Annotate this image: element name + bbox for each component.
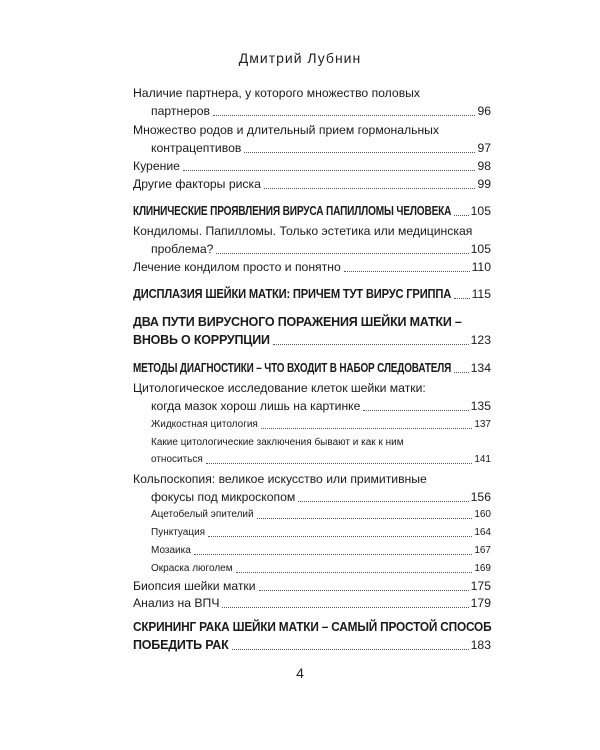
toc-entry-page: 105 — [470, 242, 491, 256]
toc-entry-page: 137 — [474, 419, 491, 430]
toc-entry-title: Окраска люголем — [151, 563, 233, 574]
toc-entry-title: ДИСПЛАЗИЯ ШЕЙКИ МАТКИ: ПРИЧЕМ ТУТ ВИРУС ГРИППА — [133, 287, 452, 301]
toc-entry — [133, 506, 491, 523]
toc-entry — [133, 542, 491, 559]
running-header: Дмитрий Лубнин — [238, 50, 362, 66]
toc-entry — [133, 285, 491, 303]
toc-entry-title: Анализ на ВПЧ — [133, 596, 220, 610]
dot-leader — [206, 463, 473, 464]
dot-leader — [222, 607, 468, 608]
toc-entry-page: 167 — [474, 545, 491, 556]
toc-entry-title: Какие цитологические заключения бывают и как к ним — [151, 437, 404, 448]
toc-entry-page: 98 — [477, 159, 491, 173]
toc-entry-page: 105 — [470, 204, 491, 218]
dot-leader — [454, 298, 470, 299]
toc-entry-title: Биопсия шейки матки — [133, 579, 256, 593]
dot-leader — [363, 410, 468, 411]
toc-entry-title: Множество родов и длительный прием гормональных — [133, 123, 440, 137]
toc-entry-page: 115 — [471, 287, 491, 301]
dot-leader — [298, 501, 468, 502]
dot-leader — [454, 372, 469, 373]
toc-entry-title: СКРИНИНГ РАКА ШЕЙКИ МАТКИ – САМЫЙ ПРОСТОЙ СПОСОБ — [133, 620, 492, 634]
page-number: 4 — [296, 665, 304, 681]
toc-entry-title-cont: партнеров — [151, 104, 211, 118]
toc-entry — [133, 84, 491, 120]
toc-entry-page: 99 — [477, 177, 491, 191]
toc-entry-title: Кондиломы. Папилломы. Только эстетика или медицинская — [133, 224, 473, 238]
toc-entry-page: 169 — [474, 563, 491, 574]
toc-entry — [133, 470, 491, 506]
dot-leader — [236, 572, 473, 573]
toc-entry-page: 97 — [477, 141, 491, 155]
dot-leader — [183, 170, 476, 171]
toc-entry-title: Лечение кондилом просто и понятно — [133, 260, 341, 274]
dot-leader — [216, 253, 468, 254]
toc-entry-title: ДВА ПУТИ ВИРУСНОГО ПОРАЖЕНИЯ ШЕЙКИ МАТКИ – — [133, 315, 462, 329]
toc-entry — [133, 434, 491, 468]
dot-leader — [232, 649, 469, 650]
toc-entry — [133, 379, 491, 415]
dot-leader — [244, 152, 475, 153]
toc-entry-page: 135 — [470, 399, 491, 413]
dot-leader — [264, 188, 476, 189]
toc-entry-page: 179 — [470, 596, 491, 610]
toc-entry — [133, 222, 491, 258]
toc-entry-title: КЛИНИЧЕСКИЕ ПРОЯВЛЕНИЯ ВИРУСА ПАПИЛЛОМЫ ЧЕЛОВЕКА — [133, 204, 452, 218]
toc-entry-title: Кольпоскопия: великое искусство или примитивные — [133, 472, 427, 486]
toc-entry — [133, 560, 491, 577]
dot-leader — [213, 115, 475, 116]
toc-entry — [133, 524, 491, 541]
toc-entry-title: Курение — [133, 159, 180, 173]
dot-leader — [273, 344, 469, 345]
toc-entry — [133, 594, 491, 612]
toc-entry — [133, 175, 491, 193]
toc-entry-page: 141 — [474, 454, 491, 465]
toc-entry-page: 156 — [470, 490, 491, 504]
toc-entry — [133, 202, 491, 220]
toc-entry-page: 175 — [470, 579, 491, 593]
toc-entry — [133, 618, 491, 654]
toc-entry-title-cont: относиться — [151, 454, 203, 465]
dot-leader — [454, 215, 469, 216]
toc-entry-page: 183 — [470, 638, 491, 652]
dot-leader — [259, 590, 469, 591]
toc-entry-title: Цитологическое исследование клеток шейки матки: — [133, 381, 426, 395]
toc-entry-page: 110 — [471, 260, 491, 274]
toc-entry-title: Наличие партнера, у которого множество половых — [133, 86, 421, 100]
toc-entry-page: 160 — [474, 509, 491, 520]
toc-entry-title-cont: фокусы под микроскопом — [151, 490, 296, 504]
toc-entry — [133, 157, 491, 175]
toc-entry-page: 134 — [470, 361, 491, 375]
toc-entry-title: Мозаика — [151, 545, 191, 556]
toc-entry-title-cont: ВНОВЬ О КОРРУПЦИИ — [133, 333, 270, 347]
toc-entry — [133, 416, 491, 433]
toc-entry — [133, 313, 491, 349]
toc-entry-page: 96 — [477, 104, 491, 118]
toc-entry-page: 164 — [474, 527, 491, 538]
toc-entry-title-cont: контрацептивов — [151, 141, 242, 155]
toc-entry-title-cont: когда мазок хорош лишь на картинке — [151, 399, 361, 413]
toc-entry-title: МЕТОДЫ ДИАГНОСТИКИ – ЧТО ВХОДИТ В НАБОР СЛЕДОВАТЕЛЯ — [133, 361, 452, 375]
dot-leader — [208, 536, 472, 537]
toc-entry — [133, 577, 491, 595]
toc-entry — [133, 121, 491, 157]
dot-leader — [344, 271, 470, 272]
toc-entry — [133, 359, 491, 377]
toc-entry-title: Жидкостная цитология — [151, 419, 258, 430]
toc-entry — [133, 258, 491, 276]
dot-leader — [194, 554, 473, 555]
toc-entry-title-cont: проблема? — [151, 242, 214, 256]
toc-entry-title-cont: ПОБЕДИТЬ РАК — [133, 638, 229, 652]
toc-entry-title: Пунктуация — [151, 527, 206, 538]
dot-leader — [261, 428, 472, 429]
dot-leader — [257, 518, 473, 519]
toc-entry-title: Другие факторы риска — [133, 177, 261, 191]
toc-entry-title: Ацетобелый эпителий — [151, 509, 254, 520]
toc-entry-page: 123 — [470, 333, 491, 347]
